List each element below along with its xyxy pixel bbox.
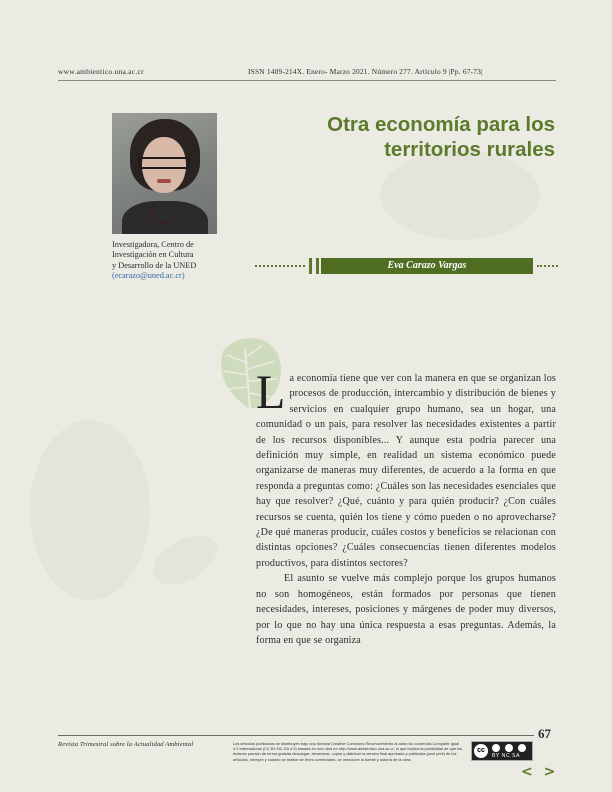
dotted-rule <box>537 265 558 267</box>
author-name: Eva Carazo Vargas <box>321 258 533 274</box>
article-title <box>268 112 555 162</box>
header-rule <box>58 80 556 81</box>
author-bar <box>255 258 558 274</box>
license-text: Los artículos publicados se distribuyen bajo una licencia Creative Commons Reconocimiento al autor-No comercial-Compartir igual 4.0 Internacional (CC BY-NC-SA 4.0) basada en una obra en http://www.ambientico.una.ac.cr, lo que implica la posibilidad de que los lectores puedan de forma gratuita descargar, almacenar, copiar y distribuir la versión final aprobada y publicada (post print) de los artículos, siempre y cuando se realice sin fines comerciales, se mencione la fuente y autoría de la obra. <box>233 741 463 762</box>
dotted-rule <box>255 265 305 267</box>
caption-line: y Desarrollo de la UNED <box>112 260 197 270</box>
header-citation: ISSN 1409-214X. Enero- Marzo 2021. Número 277. Artículo 9 |Pp. 67-73| <box>248 67 483 76</box>
cc-tags: BY NC SA <box>492 753 521 759</box>
cc-attribute-icons <box>492 744 532 752</box>
title-line: Otra economía para los <box>327 113 555 136</box>
page-nav-arrows[interactable]: < > <box>521 764 559 780</box>
cc-license-badge[interactable] <box>471 741 533 761</box>
footer-rule <box>58 735 534 736</box>
page-number: 67 <box>538 726 551 741</box>
cc-icon: cc <box>474 744 488 758</box>
divider-bars <box>309 258 319 274</box>
background-texture <box>145 525 226 595</box>
caption-line: Investigación en Cultura <box>112 250 194 260</box>
author-photo <box>112 113 217 234</box>
author-caption <box>112 240 222 282</box>
paragraph-text: a economía tiene que ver con la manera en que se organizan los procesos de producción, intercambio y distribución de bienes y servicios en cualquier grupo humano, sea un hogar, una comunidad o un país, para resolver las necesidades existentes a partir de los recursos disponibles... Y aunque esta podría parecer una definición muy simple, en realidad un sistema económico puede organizarse de maneras muy diferentes, de acuerdo a la forma en que responda a preguntas como: ¿Cuáles son las necesidades esenciales que hay que resolver? ¿Qué, cuánto y para quién producir? ¿Con cuáles recursos se cuenta, quién los tiene y cómo pueden o no aprovecharse? ¿De qué maneras producir, cuáles costos y beneficios se relacionan con distintas opciones? ¿Cuáles consecuencias tienen diferentes modelos productivos, para distintos sectores? <box>256 373 556 569</box>
drop-cap: L <box>256 366 286 419</box>
paragraph: El asunto se vuelve más complejo porque los grupos humanos no son homogéneos, están formados por personas que tienen necesidades, intereses, posiciones y márgenes de poder muy diversos, por lo que no hay una única respuesta a esas preguntas. Además, la forma en que se organiza <box>256 573 556 646</box>
paragraph <box>256 366 556 571</box>
article-body <box>256 366 556 648</box>
background-texture <box>380 150 540 240</box>
author-email-link[interactable]: (ecarazo@uned.ac.cr) <box>112 271 185 281</box>
background-texture <box>30 420 150 600</box>
footer-journal: Revista Trimestral sobre la Actualidad Ambiental <box>58 741 194 748</box>
header-website[interactable]: www.ambientico.una.ac.cr <box>58 67 144 76</box>
title-line: territorios rurales <box>384 138 555 161</box>
caption-line: Investigadora, Centro de <box>112 240 194 249</box>
